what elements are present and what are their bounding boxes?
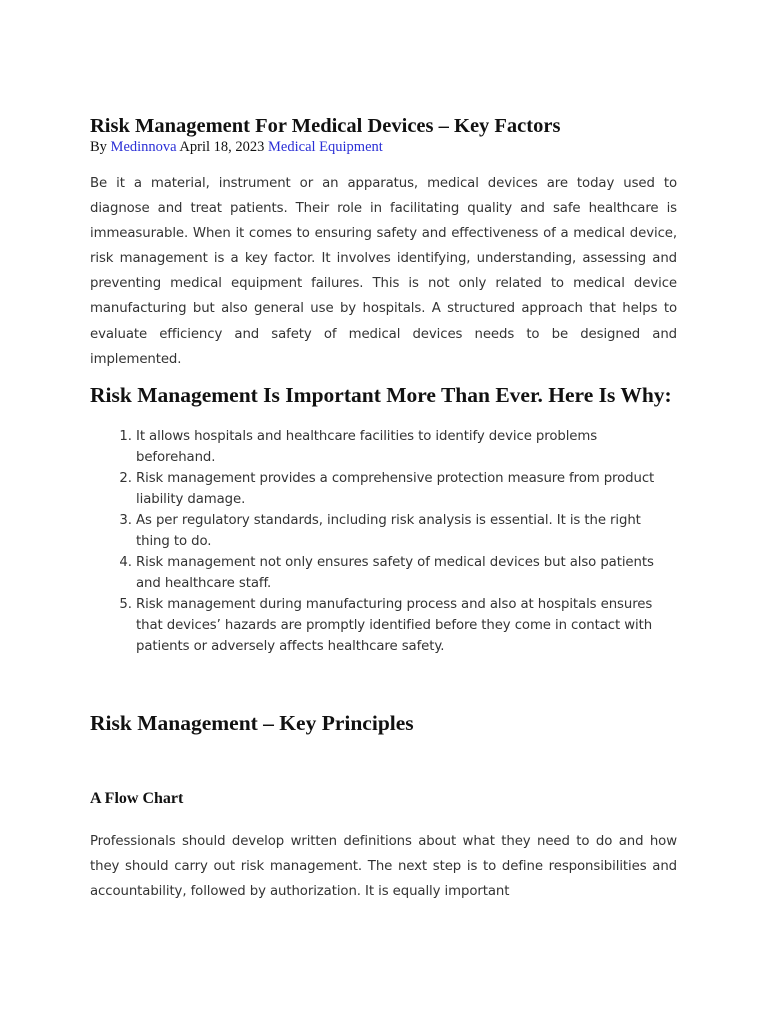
intro-paragraph: Be it a material, instrument or an apparatus, medical devices are today used to diagnose and treat patients. Their role in facilitating quality and safe healthcare is immeasurable. When it comes to ensuring safety and effectiveness of a medical device, risk management is a key factor. It involves identifying, understanding, assessing and preventing medical equipment failures. This is not only related to medical device manufacturing but also general use by hospitals. A structured approach that helps to evaluate efficiency and safety of medical devices needs to be designed and implemented.: [90, 176, 677, 367]
article: [90, 113, 677, 904]
section-heading-principles: Risk Management – Key Principles: [90, 710, 414, 735]
list-item: 2. Risk management provides a comprehensive protection measure from product liability damage.: [136, 468, 677, 510]
subheading-flow-chart: A Flow Chart: [90, 789, 184, 807]
list-item: 3. As per regulatory standards, including risk analysis is essential. It is the right thing to do.: [136, 510, 677, 552]
list-item: 4. Risk management not only ensures safety of medical devices but also patients and healthcare staff.: [136, 552, 677, 594]
category-link[interactable]: Medical Equipment: [268, 139, 383, 155]
article-title: Risk Management For Medical Devices – Key Factors: [90, 115, 561, 137]
byline-by: By: [90, 139, 107, 155]
byline: [90, 139, 677, 155]
list-item: 1. It allows hospitals and healthcare facilities to identify device problems beforehand.: [136, 426, 677, 468]
post-date: April 18, 2023: [179, 139, 265, 155]
section-heading-importance: Risk Management Is Important More Than Ever. Here Is Why:: [90, 382, 672, 407]
author-link[interactable]: Medinnova: [110, 139, 177, 155]
flow-chart-paragraph: Professionals should develop written definitions about what they need to do and how they should carry out risk management. The next step is to define responsibilities and accountability, followed by authorization. It is equally important: [90, 833, 677, 899]
reasons-list: [90, 426, 677, 657]
list-item: 5. Risk management during manufacturing process and also at hospitals ensures that devices’ hazards are promptly identified before they come in contact with patients or adversely affects healthcare safety.: [136, 594, 677, 657]
